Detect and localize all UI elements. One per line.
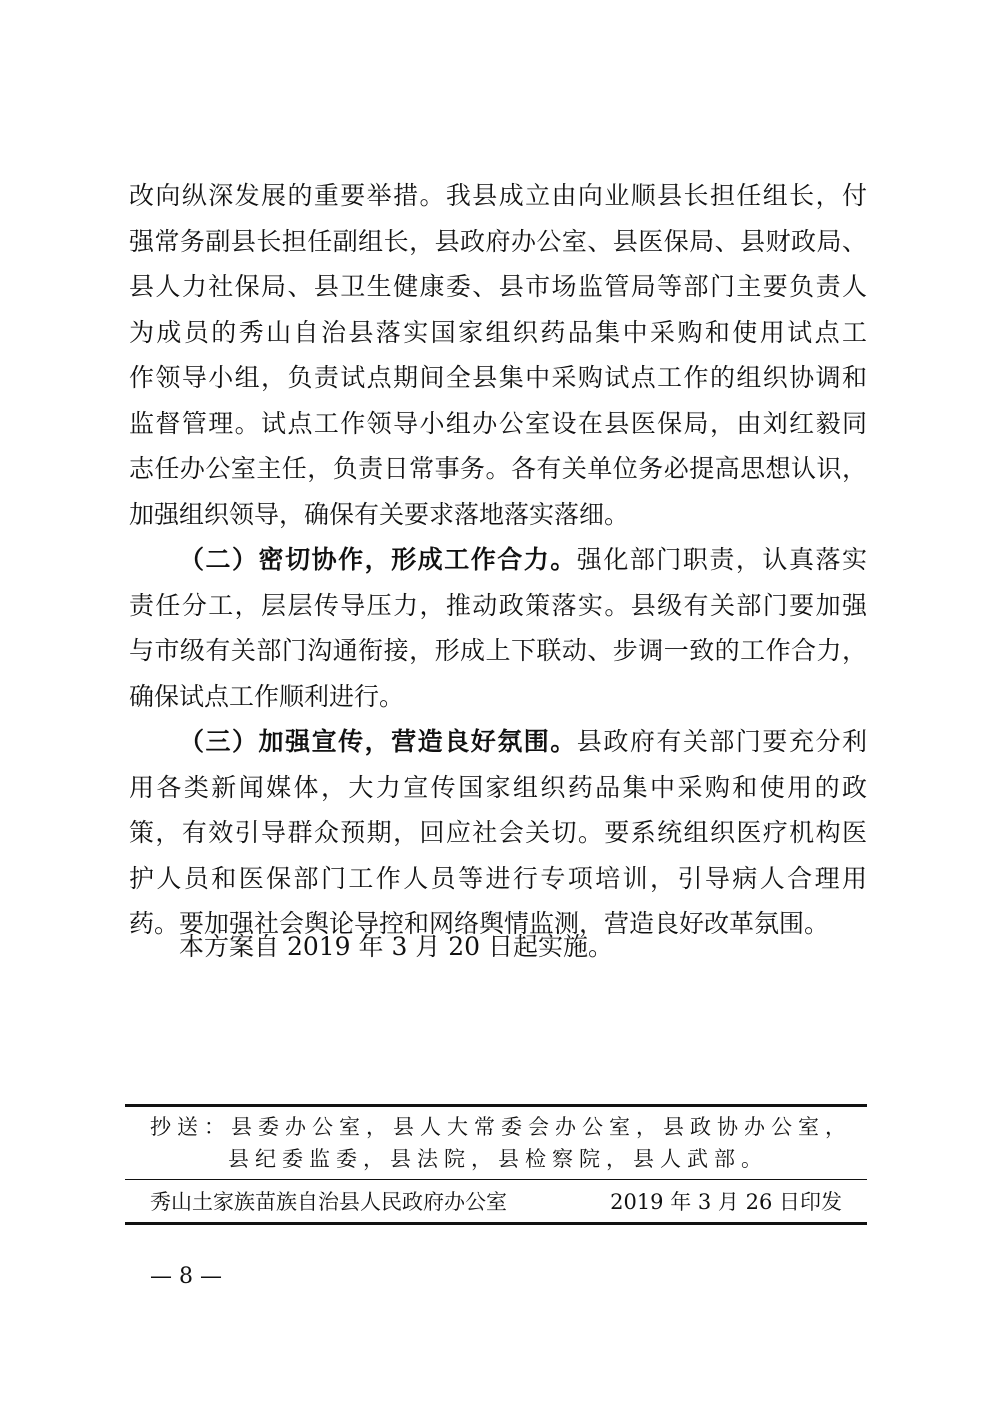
cc-line-1: 抄送：县委办公室，县人大常委会办公室，县政协办公室， — [150, 1115, 852, 1139]
body-text — [129, 173, 867, 947]
para3-first-line-rest: 县政府有关部门要充分利 — [576, 727, 867, 756]
para1-line-4: 为成员的秀山自治县落实国家组织药品集中采购和使用试点工 — [129, 317, 867, 347]
cc-line-2: 县纪委监委，县法院，县检察院，县人武部。 — [228, 1147, 768, 1171]
para2-first-line-rest: 强化部门职责，认真落实 — [576, 545, 867, 574]
distribution-footer — [125, 1104, 867, 1225]
para1-line-7: 志任办公室主任，负责日常事务。各有关单位务必提高思想认识， — [129, 454, 867, 483]
para3-line-4: 护人员和医保部门工作人员等进行专项培训，引导病人合理用 — [129, 863, 867, 893]
para1-line-3: 县人力社保局、县卫生健康委、县市场监管局等部门主要负责人 — [129, 272, 867, 301]
para3-line-1 — [129, 719, 867, 765]
para2-line-2: 责任分工，层层传导压力，推动政策落实。县级有关部门要加强 — [129, 590, 867, 620]
para3-heading: （三）加强宣传，营造良好氛围。 — [179, 727, 577, 756]
para3-line-3: 策，有效引导群众预期，回应社会关切。要系统组织医疗机构医 — [129, 818, 867, 847]
effective-date-line: 本方案自 2019 年 3 月 20 日起实施。 — [179, 932, 614, 961]
para1-line-2: 强常务副县长担任副组长，县政府办公室、县医保局、县财政局、 — [129, 226, 867, 256]
para1-line-8: 加强组织领导，确保有关要求落地落实落细。 — [129, 499, 630, 529]
issuer-name: 秀山土家族苗族自治县人民政府办公室 — [150, 1190, 507, 1214]
issuer-row — [125, 1180, 867, 1222]
para3-line-5: 药。要加强社会舆论导控和网络舆情监测，营造良好改革氛围。 — [129, 909, 830, 938]
footer-bottom-rule — [125, 1222, 867, 1225]
para1-line-1: 改向纵深发展的重要举措。我县成立由向业顺县长担任组长，付 — [129, 181, 867, 210]
para2-line-3: 与市级有关部门沟通衔接，形成上下联动、步调一致的工作合力， — [129, 636, 867, 665]
page-number: — 8 — — [150, 1264, 222, 1289]
cc-list — [125, 1107, 867, 1179]
para2-heading: （二）密切协作，形成工作合力。 — [179, 545, 577, 574]
para1-line-6: 监督管理。试点工作领导小组办公室设在县医保局，由刘红毅同 — [129, 408, 867, 438]
para3-line-2: 用各类新闻媒体，大力宣传国家组织药品集中采购和使用的政 — [129, 772, 867, 802]
para1-line-5: 作领导小组，负责试点期间全县集中采购试点工作的组织协调和 — [129, 363, 867, 392]
para2-line-1 — [129, 537, 867, 583]
issue-date: 2019 年 3 月 26 日印发 — [610, 1190, 842, 1214]
para2-line-4: 确保试点工作顺利进行。 — [129, 681, 405, 711]
